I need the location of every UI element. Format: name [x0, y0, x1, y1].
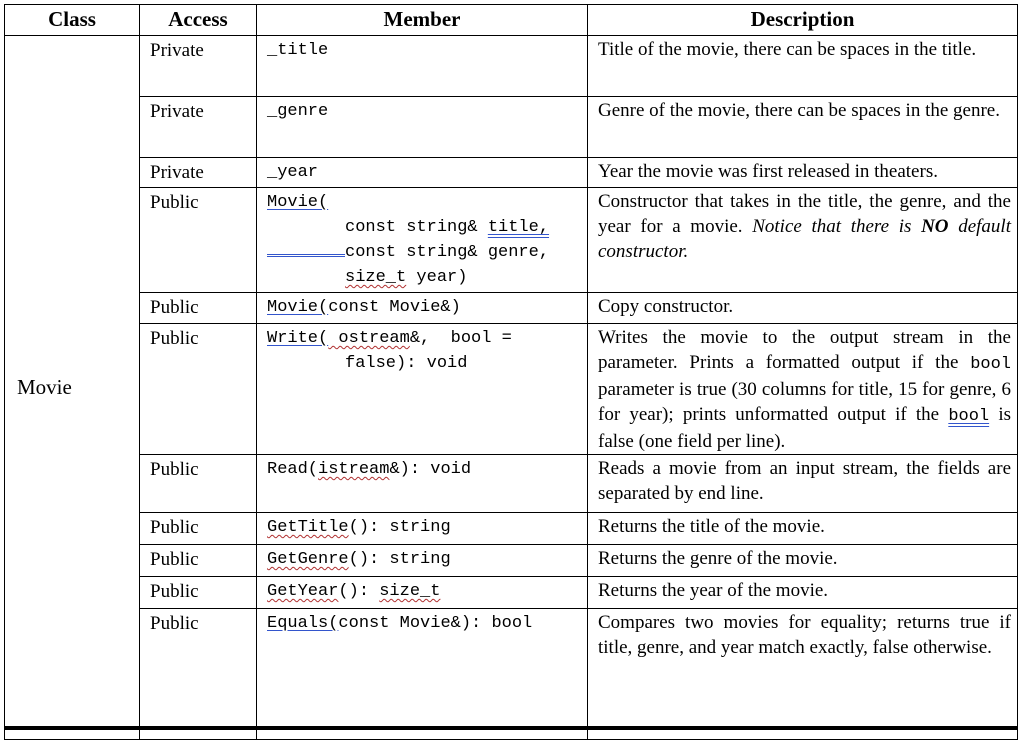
member-text: &): void: [389, 460, 472, 479]
table-row: [5, 545, 1018, 577]
description-cell: Genre of the movie, there can be spaces in the genre.: [588, 97, 1018, 158]
class-table-container: [4, 4, 1018, 740]
member-cell: _year: [257, 158, 588, 188]
description-code: bool: [948, 407, 990, 426]
description-cell: Year the movie was first released in theaters.: [588, 158, 1018, 188]
description-cell: Returns the year of the movie.: [588, 577, 1018, 609]
member-cell: [257, 609, 588, 740]
member-text: GetTitle: [267, 518, 349, 537]
member-text: (): string: [348, 550, 451, 569]
description-cell: [588, 188, 1018, 293]
member-cell: [257, 188, 588, 293]
description-cell: Reads a movie from an input stream, the fields are separated by end line.: [588, 455, 1018, 513]
member-text: Write(: [267, 329, 329, 348]
member-text: title,: [487, 218, 550, 237]
member-text: GetGenre: [267, 550, 349, 569]
member-cell: [257, 324, 588, 455]
description-text: Writes the movie to the output stream in the parameter. Prints a formatted output if the: [598, 327, 1011, 373]
table-row: [5, 36, 1018, 97]
table-row: [5, 158, 1018, 188]
member-cell: [257, 513, 588, 545]
member-text: &, bool =: [409, 329, 512, 348]
description-emphasis: NO: [921, 216, 949, 237]
description-note: Notice that there is: [752, 216, 922, 237]
description-text: Constructor that takes in the title, the genre, and the year for a movie.: [598, 191, 1011, 237]
access-cell: Public: [140, 577, 257, 609]
member-text: const Movie&): [328, 298, 461, 317]
member-cell: [257, 293, 588, 324]
class-name-cell: Movie: [5, 36, 140, 740]
access-cell: Private: [140, 97, 257, 158]
member-text: (): string: [348, 518, 451, 537]
header-row: [5, 5, 1018, 36]
access-cell: Private: [140, 36, 257, 97]
description-cell: Returns the genre of the movie.: [588, 545, 1018, 577]
class-member-table: [4, 4, 1018, 740]
access-cell: Public: [140, 455, 257, 513]
member-cell: [257, 455, 588, 513]
access-cell: Public: [140, 513, 257, 545]
indent-rule: [267, 246, 345, 257]
member-cell: [257, 545, 588, 577]
member-text: ostream: [328, 329, 410, 348]
access-cell: Public: [140, 545, 257, 577]
description-cell: Title of the movie, there can be spaces in the title.: [588, 36, 1018, 97]
member-text: const string&: [345, 218, 488, 237]
access-cell: Public: [140, 324, 257, 455]
description-text: parameter is true (30 columns for title, 15 for genre, 6 for year); prints unformatted output if the: [598, 379, 1011, 425]
member-text: size_t: [345, 268, 407, 287]
member-text: Equals(: [267, 614, 339, 633]
table-row: [5, 324, 1018, 455]
table-row: [5, 609, 1018, 740]
access-cell: Public: [140, 293, 257, 324]
member-cell: _genre: [257, 97, 588, 158]
member-text: false): void: [345, 354, 468, 373]
access-cell: Private: [140, 158, 257, 188]
member-text: size_t: [379, 582, 441, 601]
description-note: default constructor.: [598, 216, 1011, 262]
table-row: [5, 293, 1018, 324]
header-access: Access: [140, 5, 257, 36]
member-text: Read(: [267, 460, 319, 479]
member-text: year): [406, 268, 468, 287]
table-row: [5, 577, 1018, 609]
header-member: Member: [257, 5, 588, 36]
member-cell: _title: [257, 36, 588, 97]
description-cell: [588, 324, 1018, 455]
description-cell: Copy constructor.: [588, 293, 1018, 324]
header-class: Class: [5, 5, 140, 36]
member-text: Movie(: [267, 298, 329, 317]
header-description: Description: [588, 5, 1018, 36]
member-text: ():: [338, 582, 380, 601]
access-cell: Public: [140, 188, 257, 293]
description-cell: Compares two movies for equality; returns true if title, genre, and year match exactly, false otherwise.: [588, 609, 1018, 740]
access-cell: Public: [140, 609, 257, 740]
member-text: const Movie&): bool: [338, 614, 533, 633]
description-text: is false (one field per line).: [598, 404, 1011, 452]
member-text: GetYear: [267, 582, 339, 601]
member-text: Movie(: [267, 193, 329, 212]
table-row: [5, 188, 1018, 293]
table-row: [5, 455, 1018, 513]
bottom-rule: [4, 726, 1018, 730]
description-code: bool: [970, 355, 1011, 374]
member-text: istream: [318, 460, 390, 479]
member-cell: [257, 577, 588, 609]
description-cell: Returns the title of the movie.: [588, 513, 1018, 545]
member-text: const string& genre,: [345, 243, 550, 262]
table-row: [5, 513, 1018, 545]
table-row: [5, 97, 1018, 158]
